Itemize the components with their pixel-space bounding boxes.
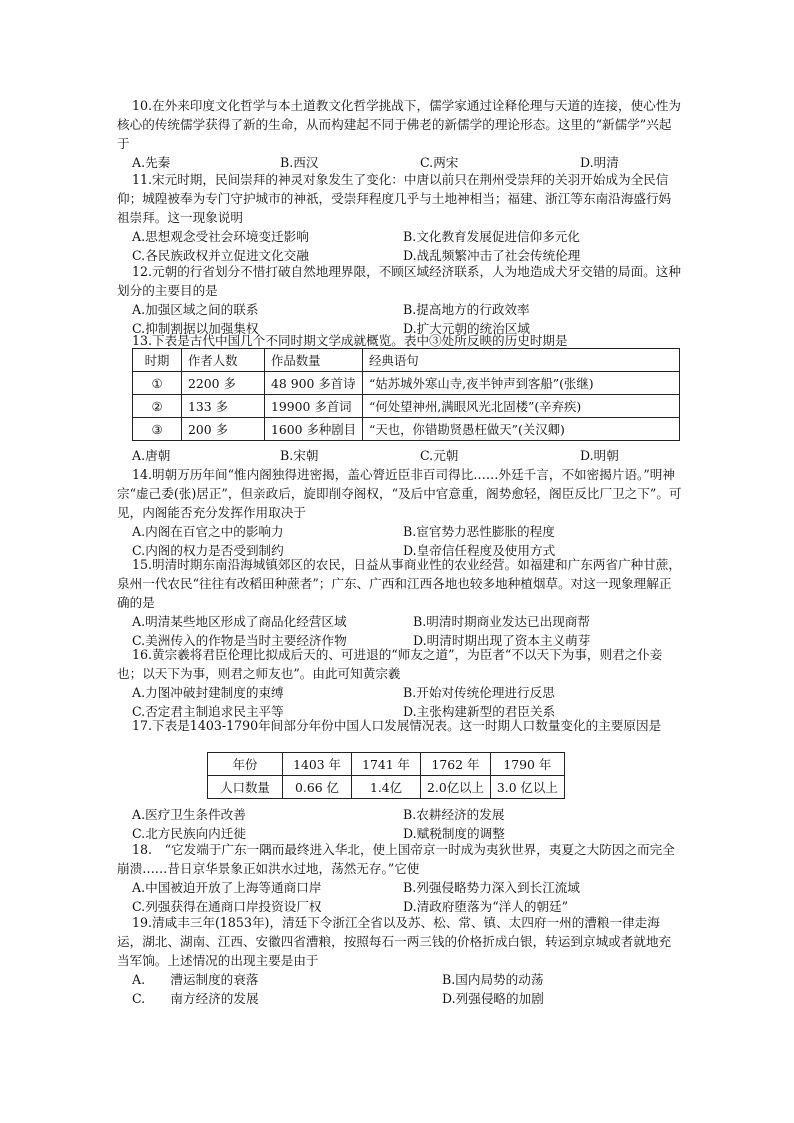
question-10-option-c[interactable]: C.两宋	[420, 155, 459, 170]
table-cell: 1403 年	[283, 753, 352, 776]
table-cell: “天也，你错勘贤愚枉做天”(关汉卿)	[363, 418, 680, 441]
question-14-option-a[interactable]: A.内阁在百官之中的影响力	[132, 524, 284, 539]
question-11-option-d[interactable]: D.战乱频繁冲击了社会传统伦理	[403, 248, 581, 263]
question-14-option-d[interactable]: D.皇帝信任程度及使用方式	[403, 543, 556, 558]
table-row	[133, 372, 680, 395]
question-19-option-a[interactable]: A. 漕运制度的衰落	[132, 972, 259, 987]
question-12-option-a[interactable]: A.加强区域之间的联系	[132, 302, 259, 317]
question-11-stem: 11.宋元时期，民间崇拜的神灵对象发生了变化：中唐以前只在荆州受崇拜的关羽开始成为全民信仰；城隍被奉为专门守护城市的神祇，受崇拜程度几乎与土地神相当；福建、浙江等东南沿海盛行妈祖崇拜。这一现象说明	[117, 172, 672, 225]
question-18-option-b[interactable]: B.列强侵略势力深入到长江流域	[403, 880, 580, 895]
question-15-option-c[interactable]: C.美洲传入的作物是当时主要经济作物	[132, 633, 347, 648]
question-12-option-d[interactable]: D.扩大元朝的统治区域	[403, 321, 530, 336]
question-19-option-c[interactable]: C. 南方经济的发展	[132, 991, 259, 1006]
table-cell: 1.4亿	[352, 776, 421, 799]
question-17-option-a[interactable]: A.医疗卫生条件改善	[132, 807, 246, 822]
question-19-options-row2	[117, 989, 683, 1008]
table-row	[133, 395, 680, 418]
question-18-options-row1	[117, 878, 683, 897]
question-17-option-b[interactable]: B.农耕经济的发展	[403, 807, 505, 822]
question-10-option-a[interactable]: A.先秦	[132, 155, 171, 170]
table-cell: 133 多	[182, 395, 265, 418]
question-10-option-b[interactable]: B.西汉	[280, 155, 319, 170]
question-12-option-b[interactable]: B.提高地方的行政效率	[403, 302, 530, 317]
question-19-option-d[interactable]: D.列强侵略的加剧	[442, 991, 544, 1006]
question-16-stem: 16.黄宗羲将君臣伦理比拟成后天的、可进退的“师友之道”，为臣者“不以天下为事，则君之仆妾也；以天下为事，则君之师友也”。由此可知黄宗羲	[117, 647, 663, 681]
question-16	[117, 645, 683, 721]
question-17-option-c[interactable]: C.北方民族向内迁徙	[132, 826, 246, 841]
question-19	[117, 913, 683, 1008]
question-10-stem: 10.在外来印度文化哲学与本土道教文化哲学挑战下，儒学家通过诠释伦理与天道的连接，使心性为核心的传统儒学获得了新的生命，从而构建起不同于佛老的新儒学的理论形态。这里的“新儒学”兴起于	[117, 98, 681, 151]
question-18	[117, 840, 683, 916]
question-10-option-d[interactable]: D.明清	[580, 155, 619, 170]
table-cell: 1790 年	[490, 753, 564, 776]
question-17-options-row1	[117, 805, 683, 824]
table-header-row	[133, 349, 680, 372]
question-15-stem: 15.明清时期东南沿海城镇郊区的农民，日益从事商业性的农业经营。如福建和广东两省广种甘蔗，泉州一代农民“往往有改稻田种蔗者”；广东、广西和江西各地也较多地种植烟草。对这一现象理解正确的是	[117, 557, 681, 610]
question-11-option-a[interactable]: A.思想观念受社会环境变迁影响	[132, 229, 309, 244]
question-15-option-b[interactable]: B.明清时期商业发达已出现商帮	[413, 614, 590, 629]
question-17	[117, 716, 683, 735]
table-cell: ③	[133, 418, 182, 441]
question-17-option-d[interactable]: D.赋税制度的调整	[403, 826, 505, 841]
table-cell: 年份	[208, 753, 283, 776]
table-row	[208, 776, 565, 799]
question-15-options-row1	[117, 612, 683, 631]
table-row	[208, 753, 565, 776]
table-cell: 3.0 亿以上	[490, 776, 564, 799]
question-16-option-d[interactable]: D.主张构建新型的君臣关系	[403, 704, 556, 719]
question-12-stem: 12.元朝的行省划分不惜打破自然地理界限，不顾区域经济联系，人为地造成犬牙交错的局面。这种划分的主要目的是	[117, 264, 681, 298]
question-14-options-row1	[117, 522, 683, 541]
table-cell: “姑苏城外寒山寺,夜半钟声到客船”(张继)	[363, 372, 680, 395]
question-18-option-c[interactable]: C.列强获得在通商口岸投资设厂权	[132, 899, 322, 914]
question-14-stem: 14.明朝万历年间“惟内阁独得进密揭，盖心膂近臣非百司得比……外廷千言，不如密揭片语。”明神宗“虚己委(张)居正”，但亲政后，旋即削夺阁权，“及后中官意重，阁势愈轻，阁臣反比厂卫之下”。可见，内阁能否充分发挥作用取决于	[117, 467, 682, 520]
question-13-option-c[interactable]: C.元朝	[420, 448, 459, 463]
table-cell: ①	[133, 372, 182, 395]
table-header-cell: 经典语句	[363, 349, 680, 372]
table-header-cell: 时期	[133, 349, 182, 372]
literature-table	[132, 348, 680, 441]
question-15	[117, 555, 683, 650]
question-14	[117, 465, 683, 560]
table-cell: 1600 多种剧目	[265, 418, 363, 441]
table-header-cell: 作者人数	[182, 349, 265, 372]
question-13-answers	[117, 446, 683, 465]
question-16-option-b[interactable]: B.开始对传统伦理进行反思	[403, 685, 555, 700]
question-13-option-a[interactable]: A.唐朝	[132, 448, 171, 463]
table-cell: 1741 年	[352, 753, 421, 776]
question-13-option-d[interactable]: D.明朝	[580, 448, 619, 463]
question-14-option-b[interactable]: B.宦官势力恶性膨胀的程度	[403, 524, 555, 539]
table-cell: 人口数量	[208, 776, 283, 799]
question-11-option-c[interactable]: C.各民族政权并立促进文化交融	[132, 248, 309, 263]
question-10	[117, 96, 683, 172]
question-12-option-c[interactable]: C.抑制割据以加强集权	[132, 321, 259, 336]
question-18-option-d[interactable]: D.清政府堕落为“洋人的朝廷”	[403, 899, 569, 914]
question-12-options-row1	[117, 300, 683, 319]
question-13-stem: 13.下表是古代中国几个不同时期文学成就概览。表中③处所反映的历史时期是	[132, 333, 568, 348]
table-cell: “何处望神州,满眼风光北固楼”(辛弃疾)	[363, 395, 680, 418]
question-17-stem: 17.下表是1403-1790年间部分年份中国人口发展情况表。这一时期人口数量变化的主要原因是	[132, 718, 662, 733]
question-16-option-a[interactable]: A.力图冲破封建制度的束缚	[132, 685, 284, 700]
question-19-options-row1	[117, 970, 683, 989]
question-19-option-b[interactable]: B.国内局势的动荡	[442, 972, 544, 987]
question-13-options	[117, 446, 683, 465]
question-15-option-a[interactable]: A.明清某些地区形成了商品化经营区域	[132, 614, 347, 629]
question-11-options-row1	[117, 227, 683, 246]
question-11	[117, 170, 683, 265]
question-19-stem: 19.清咸丰三年(1853年)，清廷下令浙江全省以及苏、松、常、镇、太四府一州的漕粮一律走海运，湖北、湖南、江西、安徽四省漕粮，按照每石一两三钱的价格折成白银，转运到京城或者就地充当军饷。上述情况的出现主要是由于	[117, 915, 672, 968]
table-cell: 0.66 亿	[283, 776, 352, 799]
table-row	[133, 418, 680, 441]
question-18-stem: 18. “它发端于广东一隅而最终进入华北，使上国帝京一时成为夷狄世界，夷夏之大防因之而完全崩溃……昔日京华景象正如洪水过地，荡然无存。”它使	[117, 842, 675, 876]
question-16-options-row1	[117, 683, 683, 702]
question-11-option-b[interactable]: B.文化教育发展促进信仰多元化	[403, 229, 580, 244]
table-cell: 2.0亿以上	[421, 776, 491, 799]
question-14-option-c[interactable]: C.内阁的权力是否受到制约	[132, 543, 284, 558]
table-cell: 19900 多首词	[265, 395, 363, 418]
question-16-option-c[interactable]: C.否定君主制追求民主平等	[132, 704, 284, 719]
population-table	[207, 752, 565, 799]
table-cell: 1762 年	[421, 753, 491, 776]
question-13-option-b[interactable]: B.宋朝	[280, 448, 319, 463]
table-cell: 48 900 多首诗	[265, 372, 363, 395]
table-cell: 2200 多	[182, 372, 265, 395]
table-cell: 200 多	[182, 418, 265, 441]
question-17-answers	[117, 805, 683, 843]
table-header-cell: 作品数量	[265, 349, 363, 372]
question-12	[117, 262, 683, 338]
table-cell: ②	[133, 395, 182, 418]
question-15-option-d[interactable]: D.明清时期出现了资本主义萌芽	[413, 633, 591, 648]
question-18-option-a[interactable]: A.中国被迫开放了上海等通商口岸	[132, 880, 322, 895]
